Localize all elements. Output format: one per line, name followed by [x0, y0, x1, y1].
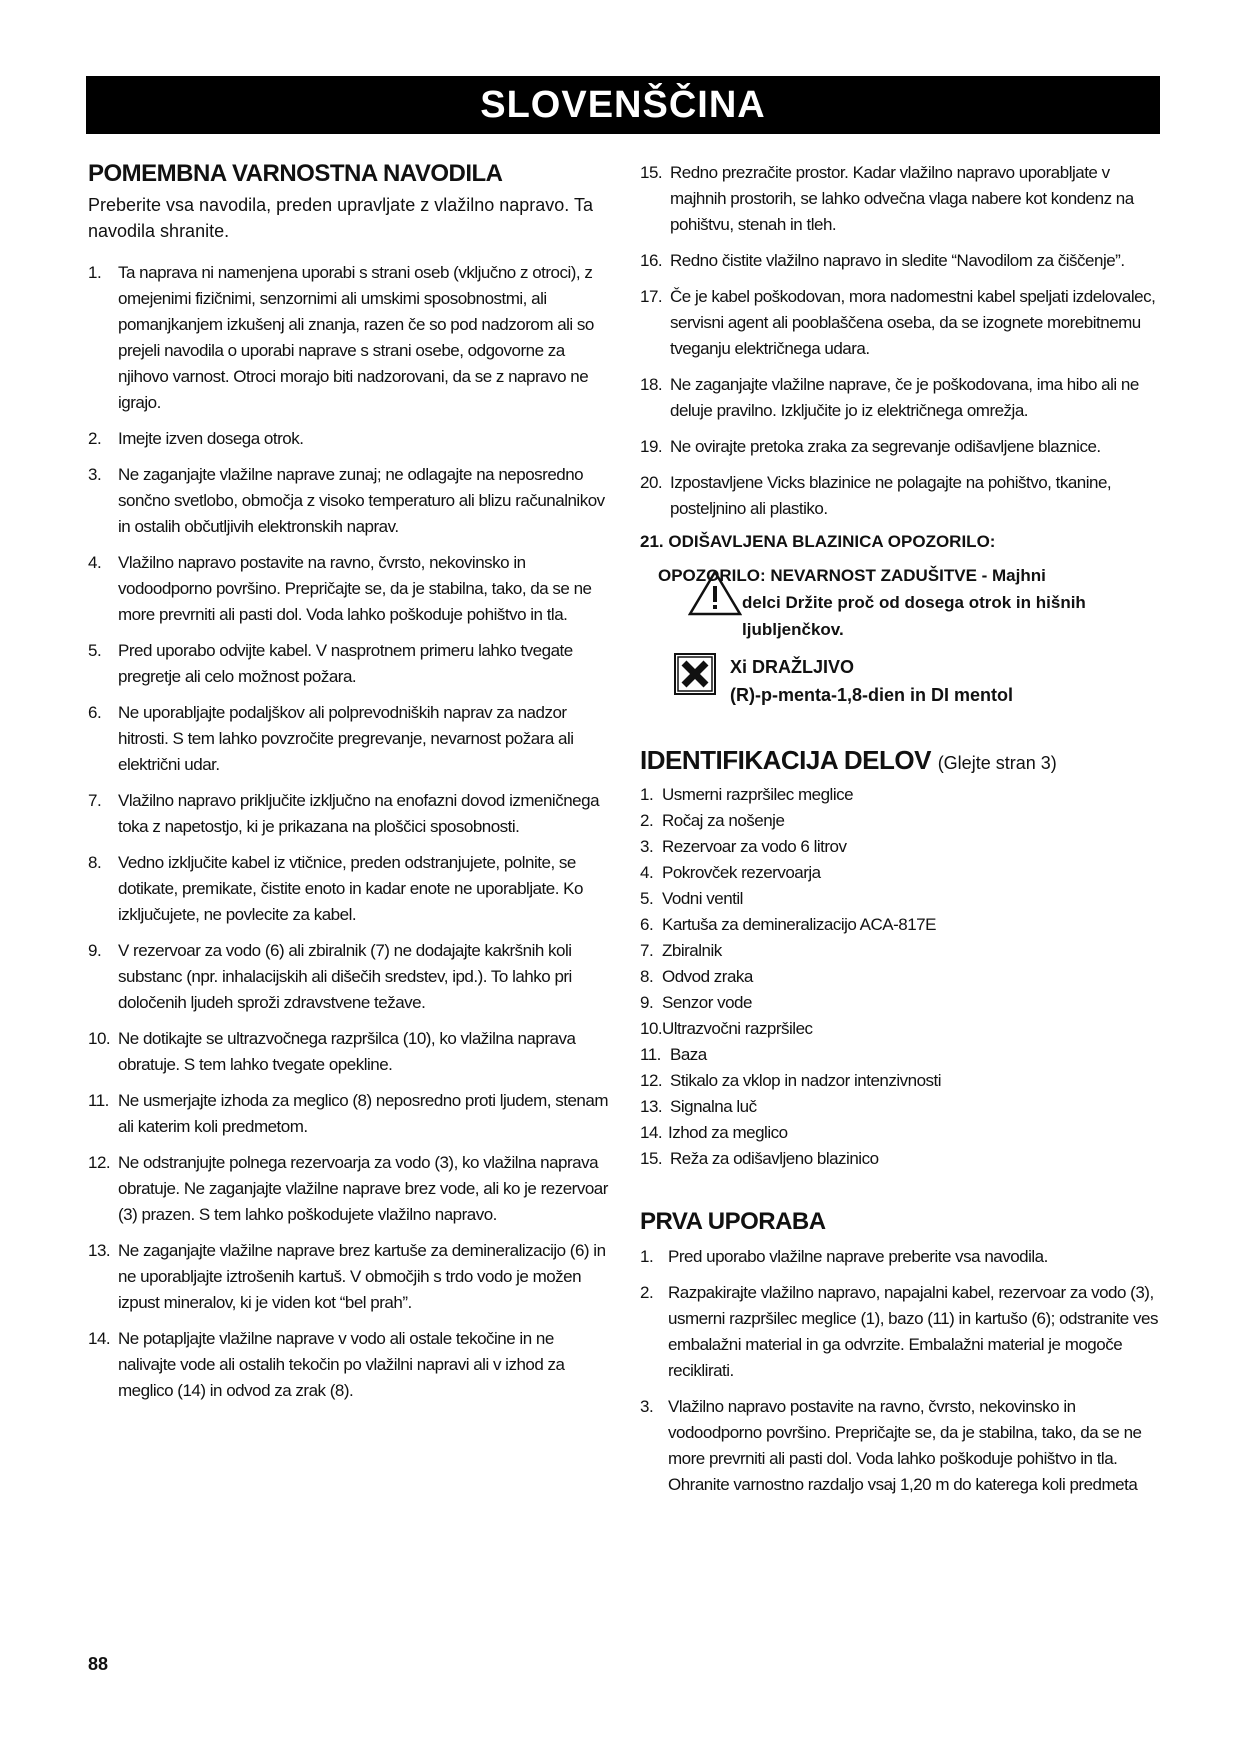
item-number: 14. — [88, 1329, 111, 1348]
right-column — [640, 160, 1160, 1508]
item-number: 8. — [640, 967, 654, 986]
item-number: 11. — [88, 1091, 109, 1110]
list-item — [88, 638, 614, 690]
list-item — [88, 1026, 614, 1078]
item-text: Ne zaganjajte vlažilne naprave zunaj; ne odlagajte na neposredno sončno svetlobo, območja z visoko temperaturo ali blizu računalnikov in ostalih občutljivih elektronskih naprav. — [118, 465, 605, 536]
item-text: Redno čistite vlažilno napravo in sledite “Navodilom za čiščenje”. — [670, 251, 1125, 270]
item-text: Senzor vode — [662, 993, 752, 1012]
item-text: Ne uporabljajte podaljškov ali polprevodniških naprav za nadzor hitrosti. S tem lahko povzročite pregrevanje, nevarnost požara ali električni udar. — [118, 703, 574, 774]
item-text: Ne zaganjajte vlažilne naprave, če je poškodovana, ima hibo ali ne deluje pravilno. Izključite jo iz električnega omrežja. — [670, 375, 1139, 420]
item-text: Razpakirajte vlažilno napravo, napajalni kabel, rezervoar za vodo (3), usmerni razpršilec meglice (1), bazo (11) in kartušo (6); odstranite ves embalažni material in ga odvrzite. Embalažni material je mogoče reciklirati. — [668, 1283, 1158, 1380]
list-item — [640, 1120, 1160, 1146]
item-text: Stikalo za vklop in nadzor intenzivnosti — [670, 1071, 942, 1090]
item-text: Če je kabel poškodovan, mora nadomestni kabel speljati izdelovalec, servisni agent ali pooblaščena oseba, da se izognete morebitnemu tveganju električnega udara. — [670, 287, 1156, 358]
list-item — [640, 372, 1160, 424]
item-text: Ne zaganjajte vlažilne naprave brez kartuše za demineralizacijo (6) in ne uporabljajte iztrošenih kartuš. V območjih s trdo vodo je možen izpust mineralov, ki je viden kot “bel prah”. — [118, 1241, 606, 1312]
parts-heading-note: (Glejte stran 3) — [937, 753, 1057, 773]
item-number: 12. — [640, 1071, 663, 1090]
item-text: Ne odstranjujte polnega rezervoarja za vodo (3), ko vlažilna naprava obratuje. Ne zaganjajte vlažilne naprave brez vode, ali ko je rezervoar (3) prazen. S tem lahko poškodujete vlažilno napravo. — [118, 1153, 608, 1224]
list-item — [640, 990, 1160, 1016]
item-text: Odvod zraka — [662, 967, 753, 986]
list-item — [640, 912, 1160, 938]
item-number: 2. — [640, 1283, 654, 1302]
list-item — [640, 434, 1160, 460]
item-number: 13. — [640, 1097, 663, 1116]
item-number: 15. — [640, 163, 663, 182]
list-item — [640, 808, 1160, 834]
list-item — [640, 938, 1160, 964]
list-item — [88, 260, 614, 416]
list-item — [640, 964, 1160, 990]
item-text: Pokrovček rezervoarja — [662, 863, 821, 882]
list-item — [640, 834, 1160, 860]
item-text: Pred uporabo odvijte kabel. V nasprotnem primeru lahko tvegate pregretje ali celo možnost požara. — [118, 641, 573, 686]
item-number: 4. — [640, 863, 654, 882]
list-item — [640, 1068, 1160, 1094]
item-number: 12. — [88, 1153, 111, 1172]
item-number: 8. — [88, 853, 102, 872]
irritant-x-icon — [674, 653, 716, 695]
item-text: Ne potapljajte vlažilne naprave v vodo ali ostale tekočine in ne nalivajte vode ali ostalih tekočin po vlažilni napravi ali v izhod za meglico (14) in odvod za zrak (8). — [118, 1329, 565, 1400]
list-item — [640, 782, 1160, 808]
item-number: 6. — [88, 703, 102, 722]
safety-intro: Preberite vsa navodila, preden upravljate z vlažilno napravo. Ta navodila shranite. — [88, 195, 593, 241]
item-text: Imejte izven dosega otrok. — [118, 429, 304, 448]
item-number: 18. — [640, 375, 663, 394]
item-text: Vlažilno napravo postavite na ravno, čvrsto, nekovinsko in vodoodporno površino. Prepričajte se, da je stabilna, tako, da se ne more prevrniti ali pasti dol. Voda lahko poškoduje pohištvo in tla. Ohranite varnostno razdaljo vsaj 1,20 m do katerega koli predmeta — [668, 1397, 1142, 1494]
list-item — [640, 248, 1160, 274]
item-number: 1. — [640, 1247, 654, 1266]
item-number: 10. — [88, 1029, 111, 1048]
list-item — [88, 462, 614, 540]
item-text: Izpostavljene Vicks blazinice ne polagajte na pohištvo, tkanine, posteljnino ali plastiko. — [670, 473, 1112, 518]
item-number: 3. — [640, 837, 654, 856]
pad-warning-title: 21. ODIŠAVLJENA BLAZINICA OPOZORILO: — [640, 532, 996, 551]
item-number: 1. — [88, 263, 102, 282]
list-item — [88, 700, 614, 778]
list-item — [88, 938, 614, 1016]
list-item — [640, 886, 1160, 912]
choking-warning-line-3: ljubljenčkov. — [742, 620, 844, 639]
item-number: 2. — [640, 811, 654, 830]
list-item — [640, 1394, 1160, 1498]
list-item — [640, 1146, 1160, 1172]
item-text: Usmerni razpršilec meglice — [662, 785, 854, 804]
item-number: 20. — [640, 473, 663, 492]
list-item — [640, 860, 1160, 886]
item-text: Vodni ventil — [662, 889, 743, 908]
parts-list — [640, 782, 1160, 1172]
item-text: Zbiralnik — [662, 941, 722, 960]
item-text: Ročaj za nošenje — [662, 811, 785, 830]
irritant-warning — [674, 653, 1160, 709]
list-item — [88, 1150, 614, 1228]
item-number: 7. — [88, 791, 102, 810]
item-number: 15. — [640, 1149, 663, 1168]
item-text: Izhod za meglico — [668, 1123, 788, 1142]
item-text: Rezervoar za vodo 6 litrov — [662, 837, 847, 856]
item-text: Ta naprava ni namenjena uporabi s strani oseb (vključno z otroci), z omejenimi fizičnimi, senzornimi ali umskimi sposobnostmi, ali pomanjkanjem izkušenj ali znanja, razen če so pod nadzorom ali so prejeli navodila o uporabi naprave s strani osebe, odgovorne za njihovo varnost. Otroci morajo biti nadzorovani, da se z napravo ne igrajo. — [118, 263, 594, 412]
item-text: Vlažilno napravo postavite na ravno, čvrsto, nekovinsko in vodoodporno površino. Prepričajte se, da je stabilna, tako, da se ne more prevrniti ali pasti dol. Voda lahko poškoduje pohištvo in tla. — [118, 553, 592, 624]
safety-list-right — [640, 160, 1160, 522]
list-item — [640, 160, 1160, 238]
irritant-label: Xi DRAŽLJIVO — [730, 657, 855, 677]
item-number: 6. — [640, 915, 654, 934]
choking-warning-line-2: delci Držite proč od dosega otrok in hišnih — [742, 593, 1086, 612]
left-column — [88, 160, 614, 1414]
item-text: Vedno izključite kabel iz vtičnice, preden odstranjujete, polnite, se dotikate, premikate, čistite enoto in kadar enote ne uporabljate. Ko izključujete, ne povlecite za kabel. — [118, 853, 583, 924]
item-number: 3. — [88, 465, 102, 484]
irritant-substance: (R)-p-menta-1,8-dien in DI mentol — [730, 685, 1013, 705]
list-item — [640, 1042, 1160, 1068]
item-number: 14. — [640, 1123, 663, 1142]
list-item — [640, 1280, 1160, 1384]
item-text: Pred uporabo vlažilne naprave preberite vsa navodila. — [668, 1247, 1048, 1266]
item-number: 10. — [640, 1019, 663, 1038]
item-number: 9. — [640, 993, 654, 1012]
item-number: 5. — [88, 641, 102, 660]
language-banner: SLOVENŠČINA — [86, 76, 1160, 134]
item-text: Kartuša za demineralizacijo ACA-817E — [662, 915, 936, 934]
item-number: 5. — [640, 889, 654, 908]
choking-warning — [658, 562, 1160, 643]
item-text: Ne ovirajte pretoka zraka za segrevanje odišavljene blaznice. — [670, 437, 1101, 456]
list-item — [640, 1094, 1160, 1120]
list-item — [640, 284, 1160, 362]
item-number: 19. — [640, 437, 663, 456]
first-use-heading: PRVA UPORABA — [640, 1208, 826, 1235]
item-text: Reža za odišavljeno blazinico — [670, 1149, 879, 1168]
list-item — [88, 1326, 614, 1404]
item-text: Ne dotikajte se ultrazvočnega razpršilca (10), ko vlažilna naprava obratuje. S tem lahko tvegate opekline. — [118, 1029, 576, 1074]
item-number: 4. — [88, 553, 102, 572]
list-item — [640, 470, 1160, 522]
item-number: 11. — [640, 1045, 661, 1064]
choking-warning-line-1: OPOZORILO: NEVARNOST ZADUŠITVE - Majhni — [658, 566, 1046, 585]
list-item — [88, 1238, 614, 1316]
safety-heading: POMEMBNA VARNOSTNA NAVODILA — [88, 160, 503, 187]
page-number: 88 — [88, 1654, 109, 1674]
parts-heading — [640, 745, 1160, 776]
item-text: Signalna luč — [670, 1097, 757, 1116]
item-number: 16. — [640, 251, 663, 270]
item-number: 1. — [640, 785, 654, 804]
item-number: 13. — [88, 1241, 111, 1260]
list-item — [88, 850, 614, 928]
parts-heading-title: IDENTIFIKACIJA DELOV — [640, 745, 931, 775]
safety-list-left — [88, 260, 614, 1404]
item-number: 3. — [640, 1397, 654, 1416]
list-item — [88, 426, 614, 452]
item-text: Redno prezračite prostor. Kadar vlažilno napravo uporabljate v majhnih prostorih, se lahko odvečna vlaga nabere kot kondenz na pohištvu, stenah in tleh. — [670, 163, 1134, 234]
item-text: V rezervoar za vodo (6) ali zbiralnik (7) ne dodajajte kakršnih koli substanc (npr. inhalacijskih ali dišečih sredstev, ipd.). To lahko pri določenih ljudeh sproži zdravstvene težave. — [118, 941, 572, 1012]
item-text: Baza — [670, 1045, 707, 1064]
item-number: 9. — [88, 941, 102, 960]
list-item — [88, 550, 614, 628]
list-item — [88, 1088, 614, 1140]
first-use-list — [640, 1244, 1160, 1498]
item-text: Ultrazvočni razpršilec — [662, 1019, 813, 1038]
list-item — [88, 788, 614, 840]
item-number: 17. — [640, 287, 663, 306]
item-number: 2. — [88, 429, 102, 448]
item-text: Vlažilno napravo priključite izključno na enofazni dovod izmeničnega toka z napetostjo, ki je prikazana na ploščici sposobnosti. — [118, 791, 600, 836]
item-text: Ne usmerjajte izhoda za meglico (8) neposredno proti ljudem, stenam ali katerim koli predmetom. — [118, 1091, 608, 1136]
list-item — [640, 1016, 1160, 1042]
list-item — [640, 1244, 1160, 1270]
item-number: 7. — [640, 941, 654, 960]
